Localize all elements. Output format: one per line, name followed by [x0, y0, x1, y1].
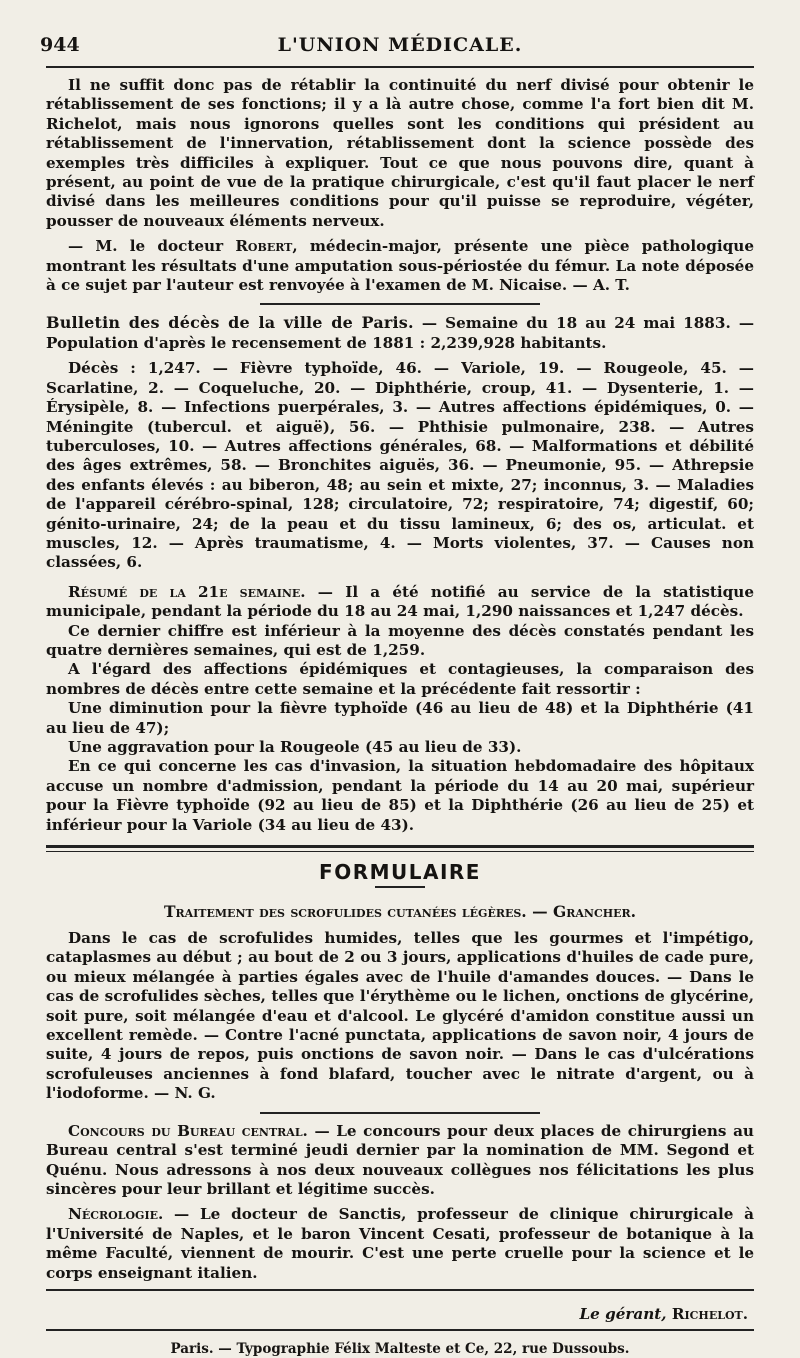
bulletin-title: Bulletin des décès de la ville de Paris. [46, 313, 414, 333]
robert-note-lead: — M. le docteur [68, 237, 236, 256]
robert-note-text: , médecin-major, présente une pièce pathologique montrant les résultats d'une amputation sous-périostée du fémur. La note déposée à ce sujet par l'auteur est renvoyée à l'examen de M. Nicaise. — A. T. [46, 237, 754, 295]
resume-paragraph-4: Une diminution pour la fièvre typhoïde (46 au lieu de 48) et la Diphthérie (41 au lieu de 47); [46, 699, 754, 737]
page-number: 944 [40, 34, 80, 56]
bulletin-paragraph [46, 313, 754, 353]
intro-paragraph: Il ne suffit donc pas de rétablir la continuité du nerf divisé pour obtenir le rétablissement de ses fonctions; il y a là autre chose, comme l'a fort bien dit M. Richelot, mais nous ignorons quelles sont les conditions qui président au rétablissement de l'innervation, rétablissement dont la science possède des exemples très difficiles à expliquer. Tout ce que nous pouvons dire, quant à présent, au point de vue de la pratique chirurgicale, c'est qu'il faut placer le nerf divisé dans les meilleures conditions pour qu'il puisse se reproduire, végéter, pousser de nouveaux éléments nerveux. [46, 76, 754, 230]
footer-rule-bottom [46, 1329, 754, 1331]
section-separator [260, 303, 540, 305]
necrologie-label: Nécrologie. [68, 1205, 164, 1224]
formulaire-heading: FORMULAIRE [319, 860, 481, 885]
robert-note-name: Robert [235, 237, 293, 256]
signature-name: Richelot. [671, 1304, 748, 1323]
necrologie-paragraph [46, 1205, 754, 1283]
concours-label: Concours du Bureau central. [68, 1121, 308, 1140]
formulaire-subheading: Traitement des scrofulides cutanées légères. — Grancher. [163, 902, 637, 922]
double-separator [46, 845, 754, 852]
journal-title: L'UNION MÉDICALE. [277, 34, 523, 56]
resume-paragraph-6: En ce qui concerne les cas d'invasion, la situation hebdomadaire des hôpitaux accuse un nombre d'admission, pendant la période du 14 au 20 mai, supérieur pour la Fièvre typhoïde (92 au lieu de 85) et la Diphthérie (26 au lieu de 25) et inférieur pour la Variole (34 au lieu de 43). [46, 757, 754, 834]
deces-label: Décès : [68, 359, 136, 378]
necrologie-text: — Le docteur de Sanctis, professeur de clinique chirurgicale à l'Université de Naples, et le baron Vincent Cesati, professeur de botanique à la même Faculté, viennent de mourir. C'est une perte cruelle pour la science et le corps enseignant italien. [46, 1205, 754, 1282]
section-separator-2 [260, 1112, 540, 1114]
concours-paragraph [46, 1122, 754, 1200]
signature-title: Le gérant, [579, 1304, 667, 1323]
resume-label: Résumé de la 21e semaine. [68, 582, 306, 601]
bulletin-text: — Semaine du 18 au 24 mai 1883. — Population d'après le recensement de 1881 : 2,239,928 habitants. [46, 314, 755, 352]
robert-note [46, 237, 754, 295]
resume-paragraph-3: A l'égard des affections épidémiques et contagieuses, la comparaison des nombres de décès entre cette semaine et la précédente fait ressortir : [46, 660, 754, 698]
resume-text: — Il a été notifié au service de la statistique municipale, pendant la période du 18 au 24 mai, 1,290 naissances et 1,247 décès. [46, 582, 754, 621]
imprint: Paris. — Typographie Félix Malteste et Ce, 22, rue Dussoubs. [170, 1340, 630, 1357]
page-header [40, 30, 754, 68]
formulaire-text: Dans le cas de scrofulides humides, telles que les gourmes et l'impétigo, cataplasmes au début ; au bout de 2 ou 3 jours, applications d'huiles de cade pure, ou mieux mélangée à parties égales avec de l'huile d'amandes douces. — Dans le cas de scrofulides sèches, telles que l'érythème ou le lichen, onctions de glycérine, soit pure, soit mélangée d'eau et d'alcool. Le glycéré d'amidon constitue aussi un excellent remède. — Contre l'acné punctata, applications de savon noir, 4 jours de suite, 4 jours de repos, puis onctions de savon noir. — Dans le cas d'ulcérations scrofuleuses anciennes à fond blafard, toucher avec le nitrate d'argent, ou à l'iodoforme. — N. G. [46, 929, 754, 1103]
resume-paragraph [46, 583, 754, 622]
resume-paragraph-5: Une aggravation pour la Rougeole (45 au lieu de 33). [68, 738, 522, 756]
resume-paragraph-2: Ce dernier chiffre est inférieur à la moyenne des décès constatés pendant les quatre dernières semaines, qui est de 1,259. [46, 621, 754, 659]
deces-text: 1,247. — Fièvre typhoïde, 46. — Variole, 19. — Rougeole, 45. — Scarlatine, 2. — Coqueluche, 20. — Diphthérie, croup, 41. — Dysenterie, 1. — Érysipèle, 8. — Infections puerpérales, 3. — Autres affections épidémiques, 0. — Méningite (tubercul. et aiguë), 56. — Phthisie pulmonaire, 238. — Autres tuberculoses, 10. — Autres affections générales, 68. — Malformations et débilité des âges extrêmes, 58. — Bronchites aiguës, 36. — Pneumonie, 95. — Athrepsie des enfants élevés : au biberon, 48; au sein et mixte, 27; inconnus, 3. — Maladies de l'appareil cérébro-spinal, 128; circulatoire, 72; respiratoire, 74; digestif, 60; génito-urinaire, 24; de la peau et du tissu lamineux, 6; des os, articulat. et muscles, 12. — Après traumatisme, 4. — Morts violentes, 37. — Causes non classées, 6. [46, 359, 754, 572]
heading-underline [375, 886, 425, 888]
deces-paragraph [46, 359, 754, 572]
signature [46, 1305, 748, 1323]
concours-text: — Le concours pour deux places de chirurgiens au Bureau central s'est terminé jeudi dernier par la nomination de MM. Segond et Quénu. Nous adressons à nos deux nouveaux collègues nos félicitations les plus sincères pour leur brillant et légitime succès. [46, 1121, 754, 1198]
footer-rule-top [46, 1289, 754, 1291]
